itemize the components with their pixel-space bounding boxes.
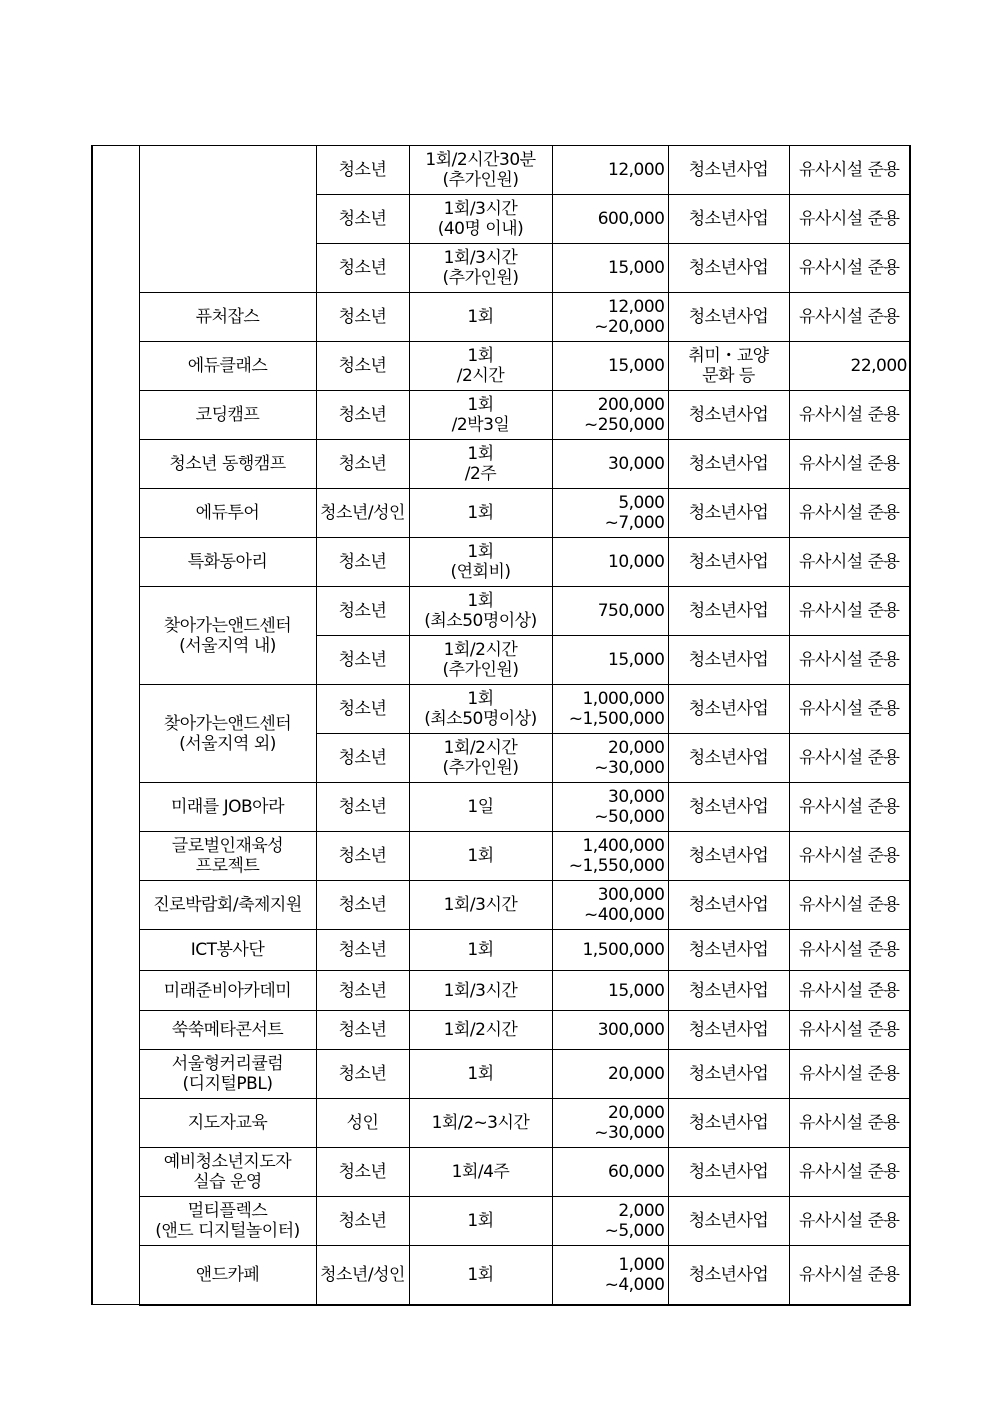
unit-cell-line: 1회 xyxy=(467,307,494,327)
program-cell-line: 멀티플렉스 xyxy=(187,1201,268,1221)
fee-cell xyxy=(552,1099,668,1148)
unit-cell-line: 1회/4주 xyxy=(451,1162,510,1182)
section-column-cell xyxy=(92,146,139,1305)
category-cell-line: 청소년사업 xyxy=(688,895,769,915)
unit-cell-line: 1회 xyxy=(467,395,494,415)
unit-cell xyxy=(409,930,552,971)
unit-cell-line: (추가인원) xyxy=(442,758,519,778)
fee-cell-line: 30,000 xyxy=(608,787,665,807)
program-cell-line: ICT봉사단 xyxy=(190,940,265,960)
unit-cell xyxy=(409,342,552,391)
category-cell-line: 청소년사업 xyxy=(688,846,769,866)
category-cell xyxy=(668,146,789,195)
unit-cell-line: (최소50명이상) xyxy=(424,709,537,729)
program-cell xyxy=(139,1246,316,1305)
fee-cell xyxy=(552,832,668,881)
fee-cell-line: 200,000 xyxy=(597,395,665,415)
category-cell xyxy=(668,440,789,489)
target-cell: 청소년 xyxy=(316,587,409,636)
fee-cell xyxy=(552,783,668,832)
program-cell-line: 미래준비아카데미 xyxy=(163,980,292,1001)
category-cell-line: 청소년사업 xyxy=(688,980,769,1001)
unit-cell xyxy=(409,1099,552,1148)
fee-cell-line: ~250,000 xyxy=(583,415,665,435)
category-cell-line: 청소년사업 xyxy=(688,503,769,523)
fee-cell xyxy=(552,489,668,538)
fee-cell xyxy=(552,1050,668,1099)
category-cell-line: 청소년사업 xyxy=(688,454,769,474)
category-cell xyxy=(668,930,789,971)
fee-cell xyxy=(552,146,668,195)
unit-cell-line: 1회 xyxy=(467,346,494,366)
table-row xyxy=(92,685,910,734)
table-row xyxy=(92,146,910,195)
basis-cell: 유사시설 준용 xyxy=(789,783,910,832)
program-cell xyxy=(139,489,316,538)
table-row xyxy=(92,930,910,971)
unit-cell-line: (최소50명이상) xyxy=(424,611,537,631)
program-cell xyxy=(139,1011,316,1050)
unit-cell-line: 1회/2시간 xyxy=(443,640,518,660)
target-cell: 청소년/성인 xyxy=(316,489,409,538)
fee-cell-line: 300,000 xyxy=(597,885,665,905)
fee-cell xyxy=(552,293,668,342)
fee-cell-line: 600,000 xyxy=(597,209,665,229)
fee-cell-line: ~50,000 xyxy=(594,807,665,827)
basis-cell: 유사시설 준용 xyxy=(789,685,910,734)
fee-cell-line: 12,000 xyxy=(608,160,665,180)
category-cell xyxy=(668,685,789,734)
table-row xyxy=(92,440,910,489)
target-cell: 청소년 xyxy=(316,971,409,1011)
unit-cell-line: (추가인원) xyxy=(442,170,519,190)
program-cell-line: 청소년 동행캠프 xyxy=(169,454,286,474)
unit-cell-line: 1회/2~3시간 xyxy=(431,1113,530,1133)
category-cell xyxy=(668,587,789,636)
program-cell-line: 글로벌인재육성 xyxy=(171,836,284,856)
unit-cell xyxy=(409,971,552,1011)
unit-cell xyxy=(409,881,552,930)
fee-cell-line: 60,000 xyxy=(608,1162,665,1182)
table-row xyxy=(92,538,910,587)
category-cell xyxy=(668,1011,789,1050)
program-cell-line: 코딩캠프 xyxy=(195,405,260,425)
basis-cell: 유사시설 준용 xyxy=(789,734,910,783)
category-cell-line: 청소년사업 xyxy=(688,1113,769,1133)
unit-cell-line: 1회/2시간 xyxy=(443,1020,518,1040)
fee-cell-line: 1,000,000 xyxy=(582,689,665,709)
target-cell: 청소년 xyxy=(316,685,409,734)
unit-cell xyxy=(409,587,552,636)
category-cell-line: 청소년사업 xyxy=(688,307,769,327)
fee-cell-line: 20,000 xyxy=(608,1103,665,1123)
category-cell-line: 청소년사업 xyxy=(688,1264,769,1285)
unit-cell-line: 1회 xyxy=(467,1264,494,1285)
category-cell xyxy=(668,1099,789,1148)
fee-cell xyxy=(552,342,668,391)
category-cell xyxy=(668,734,789,783)
unit-cell-line: /2시간 xyxy=(456,366,505,386)
unit-cell-line: /2주 xyxy=(464,464,497,484)
basis-cell: 유사시설 준용 xyxy=(789,244,910,293)
fee-cell xyxy=(552,1197,668,1246)
unit-cell xyxy=(409,1197,552,1246)
fee-cell xyxy=(552,440,668,489)
unit-cell-line: /2박3일 xyxy=(451,415,510,435)
category-cell-line: 청소년사업 xyxy=(688,1020,769,1040)
category-cell xyxy=(668,538,789,587)
fee-cell-line: 1,000 xyxy=(618,1254,665,1275)
unit-cell-line: 1회/2시간 xyxy=(443,738,518,758)
category-cell-line: 청소년사업 xyxy=(688,1162,769,1182)
fee-cell-line: 30,000 xyxy=(608,454,665,474)
unit-cell-line: 1회 xyxy=(467,444,494,464)
basis-cell: 유사시설 준용 xyxy=(789,1246,910,1305)
program-cell-line: (디지털PBL) xyxy=(182,1074,273,1094)
unit-cell-line: 1회 xyxy=(467,846,494,866)
fee-cell xyxy=(552,195,668,244)
fee-cell xyxy=(552,391,668,440)
program-cell xyxy=(139,783,316,832)
basis-cell: 유사시설 준용 xyxy=(789,195,910,244)
basis-cell: 유사시설 준용 xyxy=(789,146,910,195)
fee-cell-line: 20,000 xyxy=(608,1064,665,1084)
target-cell: 청소년 xyxy=(316,391,409,440)
program-cell xyxy=(139,440,316,489)
basis-cell: 유사시설 준용 xyxy=(789,1099,910,1148)
unit-cell xyxy=(409,783,552,832)
program-cell xyxy=(139,1148,316,1197)
target-cell: 청소년 xyxy=(316,342,409,391)
category-cell-line: 문화 등 xyxy=(702,366,755,386)
fee-cell xyxy=(552,971,668,1011)
unit-cell-line: (연회비) xyxy=(450,562,511,582)
program-cell-line: 특화동아리 xyxy=(187,552,268,572)
unit-cell-line: (추가인원) xyxy=(442,660,519,680)
program-cell xyxy=(139,881,316,930)
category-cell-line: 청소년사업 xyxy=(688,748,769,768)
program-cell xyxy=(139,538,316,587)
program-cell xyxy=(139,930,316,971)
program-cell-line: 프로젝트 xyxy=(195,856,260,876)
program-cell xyxy=(139,971,316,1011)
program-cell xyxy=(139,587,316,685)
fee-cell xyxy=(552,244,668,293)
unit-cell-line: 1회/3시간 xyxy=(443,980,518,1001)
table-row xyxy=(92,1099,910,1148)
category-cell-line: 청소년사업 xyxy=(688,405,769,425)
table-row xyxy=(92,1246,910,1305)
fee-cell-line: ~20,000 xyxy=(594,317,665,337)
program-cell xyxy=(139,391,316,440)
category-cell-line: 청소년사업 xyxy=(688,160,769,180)
unit-cell xyxy=(409,636,552,685)
basis-cell: 유사시설 준용 xyxy=(789,881,910,930)
basis-cell: 유사시설 준용 xyxy=(789,1011,910,1050)
fee-cell-line: 1,400,000 xyxy=(582,836,665,856)
basis-cell: 22,000 xyxy=(789,342,910,391)
fee-cell-line: ~5,000 xyxy=(604,1221,665,1241)
table-row xyxy=(92,1011,910,1050)
program-cell-line: 서울형커리큘럼 xyxy=(171,1054,284,1074)
unit-cell-line: 1회 xyxy=(467,542,494,562)
fee-cell-line: ~1,500,000 xyxy=(568,709,665,729)
category-cell-line: 청소년사업 xyxy=(688,940,769,960)
fee-cell xyxy=(552,1011,668,1050)
target-cell: 성인 xyxy=(316,1099,409,1148)
program-cell-line: 에듀투어 xyxy=(195,503,260,523)
basis-cell: 유사시설 준용 xyxy=(789,930,910,971)
program-cell-line: 진로박람회/축제지원 xyxy=(153,895,302,915)
basis-cell: 유사시설 준용 xyxy=(789,538,910,587)
basis-cell: 유사시설 준용 xyxy=(789,293,910,342)
category-cell xyxy=(668,832,789,881)
unit-cell-line: 1회 xyxy=(467,503,494,523)
program-cell xyxy=(139,342,316,391)
basis-cell: 유사시설 준용 xyxy=(789,971,910,1011)
unit-cell-line: (추가인원) xyxy=(442,268,519,288)
fee-cell-line: ~4,000 xyxy=(604,1274,665,1295)
category-cell-line: 청소년사업 xyxy=(688,650,769,670)
program-cell-line: 찾아가는앤드센터 xyxy=(163,713,292,734)
program-cell-line: (서울지역 외) xyxy=(179,733,276,754)
table-row xyxy=(92,587,910,636)
category-cell xyxy=(668,1050,789,1099)
unit-cell xyxy=(409,1050,552,1099)
unit-cell-line: 1일 xyxy=(467,797,494,817)
target-cell: 청소년 xyxy=(316,1011,409,1050)
basis-cell: 유사시설 준용 xyxy=(789,440,910,489)
fee-cell-line: 12,000 xyxy=(608,297,665,317)
table-row xyxy=(92,971,910,1011)
unit-cell xyxy=(409,195,552,244)
fee-cell-line: 20,000 xyxy=(608,738,665,758)
unit-cell xyxy=(409,146,552,195)
table-row xyxy=(92,391,910,440)
program-cell-line: 찾아가는앤드센터 xyxy=(163,615,292,636)
category-cell-line: 청소년사업 xyxy=(688,258,769,278)
fee-cell-line: 300,000 xyxy=(597,1020,665,1040)
target-cell: 청소년 xyxy=(316,146,409,195)
table-row xyxy=(92,293,910,342)
target-cell: 청소년 xyxy=(316,244,409,293)
target-cell: 청소년 xyxy=(316,1197,409,1246)
fee-cell-line: 10,000 xyxy=(608,552,665,572)
fee-cell-line: 15,000 xyxy=(608,980,665,1001)
category-cell-line: 청소년사업 xyxy=(688,552,769,572)
fee-cell-line: ~30,000 xyxy=(594,758,665,778)
unit-cell xyxy=(409,1011,552,1050)
category-cell xyxy=(668,1246,789,1305)
category-cell xyxy=(668,244,789,293)
category-cell-line: 청소년사업 xyxy=(688,797,769,817)
basis-cell: 유사시설 준용 xyxy=(789,391,910,440)
unit-cell xyxy=(409,293,552,342)
category-cell xyxy=(668,293,789,342)
fee-cell xyxy=(552,587,668,636)
unit-cell xyxy=(409,734,552,783)
basis-cell: 유사시설 준용 xyxy=(789,587,910,636)
unit-cell xyxy=(409,538,552,587)
basis-cell: 유사시설 준용 xyxy=(789,1197,910,1246)
unit-cell xyxy=(409,489,552,538)
program-cell xyxy=(139,146,316,293)
category-cell xyxy=(668,636,789,685)
table-row xyxy=(92,832,910,881)
program-cell-line: 쑥쑥메타콘서트 xyxy=(171,1020,284,1040)
basis-cell: 유사시설 준용 xyxy=(789,832,910,881)
program-cell xyxy=(139,1197,316,1246)
target-cell: 청소년/성인 xyxy=(316,1246,409,1305)
unit-cell xyxy=(409,1246,552,1305)
unit-cell-line: 1회 xyxy=(467,1064,494,1084)
program-cell-line: (서울지역 내) xyxy=(179,635,276,656)
unit-cell-line: 1회 xyxy=(467,940,494,960)
fee-cell-line: 15,000 xyxy=(608,356,665,376)
basis-cell: 유사시설 준용 xyxy=(789,1148,910,1197)
category-cell xyxy=(668,1197,789,1246)
category-cell-line: 청소년사업 xyxy=(688,209,769,229)
unit-cell-line: 1회 xyxy=(467,689,494,709)
table-row xyxy=(92,489,910,538)
fee-cell-line: ~30,000 xyxy=(594,1123,665,1143)
table-row xyxy=(92,783,910,832)
basis-cell: 유사시설 준용 xyxy=(789,489,910,538)
category-cell-line: 청소년사업 xyxy=(688,601,769,621)
fee-cell xyxy=(552,1148,668,1197)
unit-cell xyxy=(409,832,552,881)
fee-cell-line: ~1,550,000 xyxy=(568,856,665,876)
table-row xyxy=(92,881,910,930)
category-cell-line: 청소년사업 xyxy=(688,1064,769,1084)
target-cell: 청소년 xyxy=(316,1050,409,1099)
unit-cell-line: 1회 xyxy=(467,1211,494,1231)
unit-cell-line: 1회/3시간 xyxy=(443,248,518,268)
table-row xyxy=(92,1050,910,1099)
unit-cell xyxy=(409,440,552,489)
table-row xyxy=(92,1197,910,1246)
target-cell: 청소년 xyxy=(316,195,409,244)
category-cell xyxy=(668,391,789,440)
fee-cell xyxy=(552,1246,668,1305)
unit-cell xyxy=(409,685,552,734)
program-cell xyxy=(139,685,316,783)
target-cell: 청소년 xyxy=(316,440,409,489)
target-cell: 청소년 xyxy=(316,881,409,930)
category-cell xyxy=(668,342,789,391)
fee-cell xyxy=(552,636,668,685)
basis-cell: 유사시설 준용 xyxy=(789,1050,910,1099)
category-cell xyxy=(668,971,789,1011)
category-cell-line: 취미・교양 xyxy=(688,346,769,366)
program-cell-line: 실습 운영 xyxy=(193,1172,262,1192)
fee-cell-line: ~7,000 xyxy=(604,513,665,533)
unit-cell xyxy=(409,244,552,293)
program-cell-line: 지도자교육 xyxy=(187,1113,268,1133)
program-cell xyxy=(139,832,316,881)
fee-cell-line: 1,500,000 xyxy=(582,940,665,960)
table-row xyxy=(92,1148,910,1197)
category-cell xyxy=(668,489,789,538)
category-cell xyxy=(668,195,789,244)
unit-cell-line: 1회 xyxy=(467,591,494,611)
program-cell xyxy=(139,1050,316,1099)
unit-cell xyxy=(409,391,552,440)
fee-cell xyxy=(552,538,668,587)
fee-cell xyxy=(552,881,668,930)
fee-cell-line: 750,000 xyxy=(597,601,665,621)
fee-table-body xyxy=(92,146,910,1305)
category-cell xyxy=(668,1148,789,1197)
target-cell: 청소년 xyxy=(316,832,409,881)
fee-cell-line: 2,000 xyxy=(618,1201,665,1221)
target-cell: 청소년 xyxy=(316,293,409,342)
category-cell-line: 청소년사업 xyxy=(688,699,769,719)
fee-cell-line: 15,000 xyxy=(608,650,665,670)
target-cell: 청소년 xyxy=(316,783,409,832)
fee-cell xyxy=(552,930,668,971)
fee-cell-line: ~400,000 xyxy=(583,905,665,925)
program-cell-line: 퓨처잡스 xyxy=(195,307,260,327)
target-cell: 청소년 xyxy=(316,636,409,685)
fee-table xyxy=(91,145,911,1306)
category-cell xyxy=(668,881,789,930)
target-cell: 청소년 xyxy=(316,538,409,587)
program-cell-line: 에듀클래스 xyxy=(187,356,268,376)
fee-cell xyxy=(552,734,668,783)
category-cell-line: 청소년사업 xyxy=(688,1211,769,1231)
target-cell: 청소년 xyxy=(316,1148,409,1197)
program-cell xyxy=(139,1099,316,1148)
fee-cell-line: 5,000 xyxy=(618,493,665,513)
program-cell xyxy=(139,293,316,342)
unit-cell-line: 1회/3시간 xyxy=(443,895,518,915)
category-cell xyxy=(668,783,789,832)
program-cell-line: 미래를 JOB아라 xyxy=(170,797,285,817)
program-cell-line: 예비청소년지도자 xyxy=(163,1152,292,1172)
fee-cell xyxy=(552,685,668,734)
target-cell: 청소년 xyxy=(316,930,409,971)
table-row xyxy=(92,342,910,391)
target-cell: 청소년 xyxy=(316,734,409,783)
program-cell-line: (앤드 디지털놀이터) xyxy=(155,1221,300,1241)
fee-cell-line: 15,000 xyxy=(608,258,665,278)
basis-cell: 유사시설 준용 xyxy=(789,636,910,685)
unit-cell-line: 1회/3시간 xyxy=(443,199,518,219)
program-cell-line: 앤드카페 xyxy=(195,1264,260,1285)
unit-cell-line: (40명 이내) xyxy=(437,219,524,239)
unit-cell xyxy=(409,1148,552,1197)
unit-cell-line: 1회/2시간30분 xyxy=(425,150,536,170)
